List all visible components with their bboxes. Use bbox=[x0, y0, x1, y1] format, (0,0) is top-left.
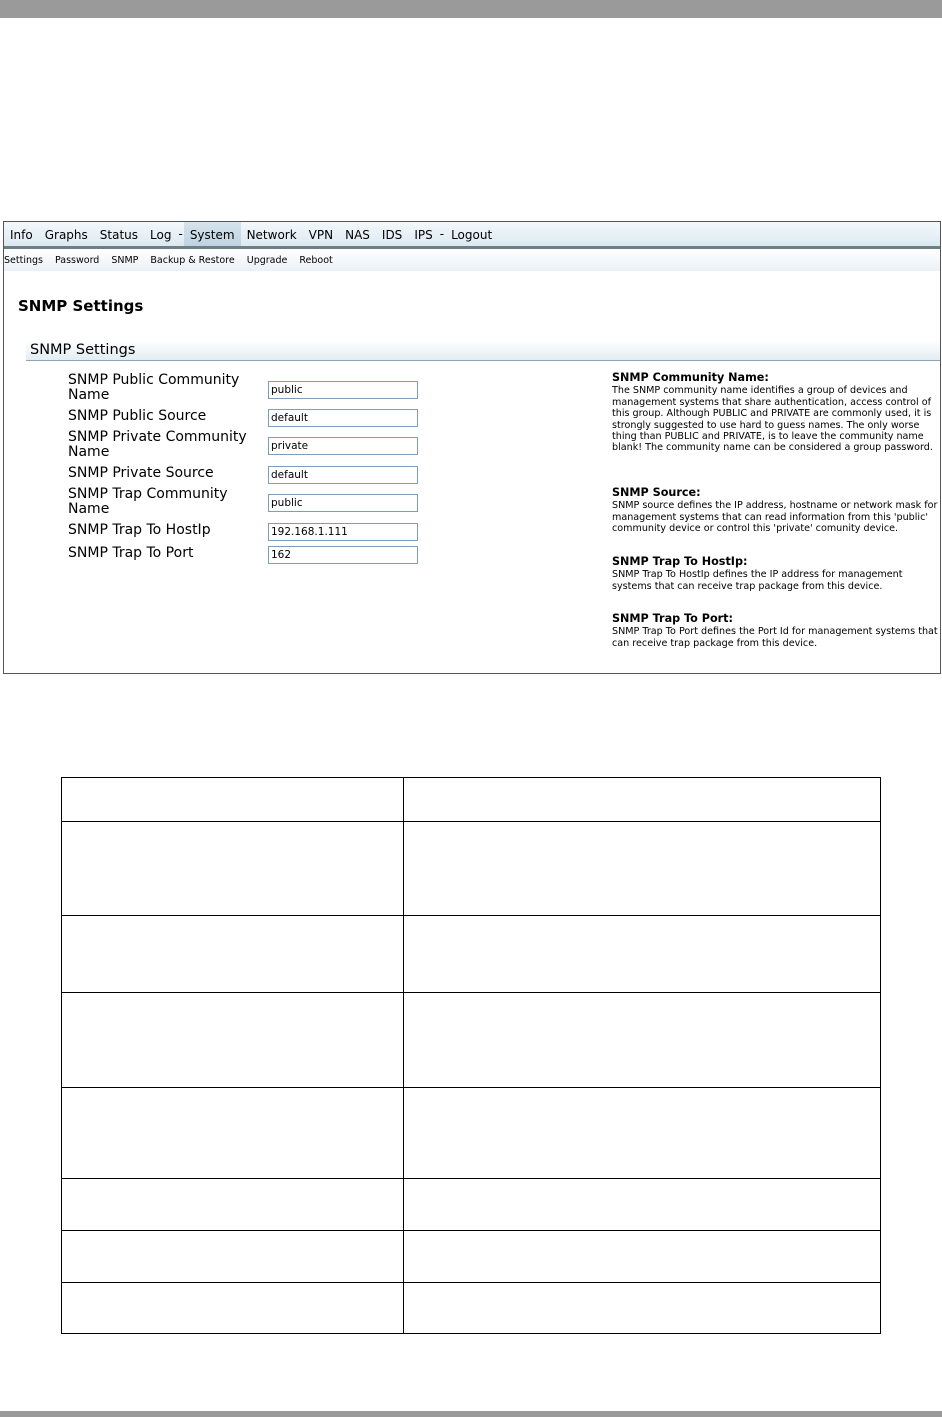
field-label: SNMP Trap To Port bbox=[68, 545, 194, 561]
help-heading: SNMP Community Name: bbox=[612, 371, 769, 384]
table-row bbox=[62, 778, 881, 822]
table-row bbox=[62, 993, 881, 1088]
nav-separator: - bbox=[439, 227, 445, 241]
section-header bbox=[26, 340, 940, 361]
table-row bbox=[62, 916, 881, 993]
help-trap-port bbox=[612, 613, 938, 649]
table-row bbox=[62, 1179, 881, 1231]
subnav-reboot[interactable]: Reboot bbox=[299, 254, 333, 266]
trap-port-input[interactable]: 162 bbox=[268, 546, 418, 564]
table-cell bbox=[62, 1179, 404, 1231]
page-header-rule bbox=[0, 0, 942, 18]
table-cell bbox=[404, 1179, 881, 1231]
section-title: SNMP Settings bbox=[30, 342, 136, 358]
field-label: SNMP Trap To HostIp bbox=[68, 522, 211, 538]
subnav-password[interactable]: Password bbox=[54, 254, 100, 266]
table-cell bbox=[62, 993, 404, 1088]
field-label: SNMP Private Community Name bbox=[68, 429, 247, 460]
nav-separator: - bbox=[178, 227, 183, 241]
table-row bbox=[62, 1231, 881, 1283]
nav-logout[interactable]: Logout bbox=[451, 228, 493, 242]
public-community-input[interactable]: public bbox=[268, 381, 418, 399]
nav-log[interactable]: Log bbox=[150, 228, 172, 242]
subnav-backup-restore[interactable]: Backup & Restore bbox=[150, 254, 235, 266]
nav-vpn[interactable]: VPN bbox=[308, 228, 334, 242]
page-title: SNMP Settings bbox=[18, 297, 144, 315]
help-source bbox=[612, 487, 938, 535]
empty-description-table bbox=[61, 777, 881, 1334]
nav-ids[interactable]: IDS bbox=[381, 228, 403, 242]
nav-nas[interactable]: NAS bbox=[345, 228, 370, 242]
table-cell bbox=[404, 993, 881, 1088]
field-label: SNMP Public Source bbox=[68, 408, 207, 424]
field-label: SNMP Public Community Name bbox=[68, 372, 240, 403]
sub-nav bbox=[4, 249, 940, 271]
table-cell bbox=[62, 916, 404, 993]
trap-community-input[interactable]: public bbox=[268, 494, 418, 512]
subnav-upgrade[interactable]: Upgrade bbox=[246, 254, 288, 266]
nav-ips[interactable]: IPS bbox=[414, 228, 433, 242]
table-row bbox=[62, 1088, 881, 1179]
help-community-name bbox=[612, 372, 938, 454]
table-cell bbox=[62, 1231, 404, 1283]
page-footer-rule bbox=[0, 1411, 942, 1417]
nav-status[interactable]: Status bbox=[99, 228, 139, 242]
nav-graphs[interactable]: Graphs bbox=[44, 228, 88, 242]
table-cell bbox=[404, 1088, 881, 1179]
private-community-input[interactable]: private bbox=[268, 437, 418, 455]
subnav-snmp[interactable]: SNMP bbox=[111, 254, 139, 266]
table-cell bbox=[404, 1231, 881, 1283]
table-cell bbox=[62, 1088, 404, 1179]
help-heading: SNMP Trap To Port: bbox=[612, 612, 733, 625]
table-cell bbox=[404, 916, 881, 993]
nav-system[interactable]: System bbox=[184, 222, 241, 246]
nav-info[interactable]: Info bbox=[10, 228, 33, 242]
private-source-input[interactable]: default bbox=[268, 466, 418, 484]
help-heading: SNMP Source: bbox=[612, 486, 701, 499]
table-cell bbox=[404, 778, 881, 822]
table-cell bbox=[62, 1283, 404, 1334]
trap-hostip-input[interactable]: 192.168.1.111 bbox=[268, 523, 418, 541]
help-trap-hostip bbox=[612, 556, 938, 592]
main-nav bbox=[4, 222, 940, 249]
help-text: SNMP source defines the IP address, hostname or network mask for management systems that can read information from this 'public' community device or control this 'private' comunity device. bbox=[612, 500, 938, 535]
help-text: SNMP Trap To Port defines the Port Id for management systems that can receive trap package from this device. bbox=[612, 626, 938, 649]
help-heading: SNMP Trap To HostIp: bbox=[612, 555, 748, 568]
public-source-input[interactable]: default bbox=[268, 409, 418, 427]
table-cell bbox=[62, 822, 404, 916]
table-cell bbox=[404, 1283, 881, 1334]
field-label: SNMP Private Source bbox=[68, 465, 214, 481]
subnav-settings[interactable]: Settings bbox=[4, 254, 43, 266]
table-cell bbox=[404, 822, 881, 916]
table-cell bbox=[62, 778, 404, 822]
field-label: SNMP Trap Community Name bbox=[68, 486, 228, 517]
help-text: The SNMP community name identifies a group of devices and management systems that share authentication, access control of this group. Although PUBLIC and PRIVATE are commonly used, it is strongly suggested to use hard to guess names. The only worse thing than PUBLIC and PRIVATE, is to leave the community name blank! The community name can be considered a group password. bbox=[612, 385, 933, 454]
help-text: SNMP Trap To HostIp defines the IP address for management systems that can receive trap package from this device. bbox=[612, 569, 903, 592]
embedded-screenshot bbox=[3, 221, 941, 674]
nav-network[interactable]: Network bbox=[246, 228, 297, 242]
table-row bbox=[62, 822, 881, 916]
table-row bbox=[62, 1283, 881, 1334]
